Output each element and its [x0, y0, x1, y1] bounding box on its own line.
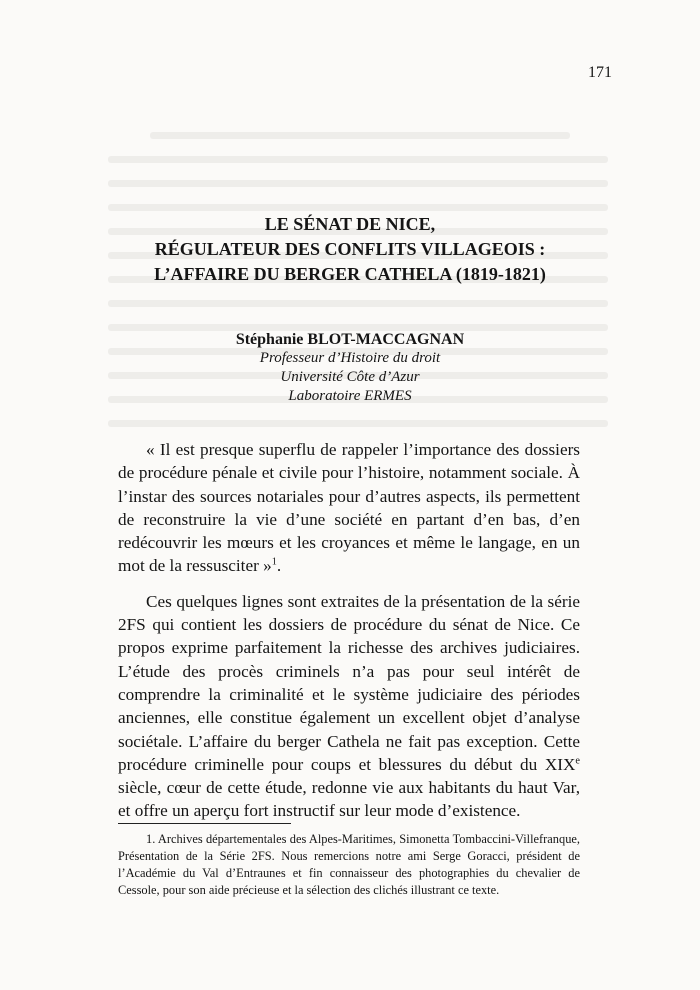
title-line: RÉGULATEUR DES CONFLITS VILLAGEOIS : — [154, 239, 546, 259]
quote-text: « Il est presque superflu de rappeler l’importance des dossiers de procédure pénale et civile pour l’histoire, notamment sociale. À l’instar des sources notariales pour d’autres aspects, ils permettent de reconstruire la vie d’une société en partant d’en bas, d’en redécouvrir les mœurs et les croyances et même le langage, en un mot de la ressusciter » — [118, 440, 580, 576]
body-paragraph — [118, 590, 580, 823]
article-body — [118, 438, 580, 823]
paragraph-text: Ces quelques lignes sont extraites de la présentation de la série 2FS qui contient les dossiers de procédure du sénat de Nice. Ce propos exprime parfaitement la richesse des archives judiciaires. L’étude des procès criminels n’a pas pour seul intérêt de comprendre la criminalité et le système judiciaire des périodes anciennes, elle constitue également un excellent objet d’analyse sociétale. L’affaire du berger Cathela ne fait pas exception. Cette procédure criminelle pour coups et blessures du début du XIX — [118, 591, 580, 774]
footnote — [118, 831, 580, 899]
footnote-text: 1. Archives départementales des Alpes-Maritimes, Simonetta Tombaccini-Villefranque, Présentation de la Série 2FS. Nous remercions notre ami Serge Goracci, président de l’Académie du Val d’Entraunes et fin connaisseur des photographies du chevalier de Cessole, pour son aide précieuse et la sélection des clichés illustrant ce texte. — [118, 832, 580, 897]
author-block — [60, 330, 640, 406]
quote-paragraph — [118, 438, 580, 578]
author-name: Stéphanie BLOT-MACCAGNAN — [235, 331, 465, 348]
century-superscript: e — [575, 755, 580, 767]
author-affiliation: Professeur d’Histoire du droit — [259, 350, 441, 366]
article-title — [60, 212, 640, 287]
title-line: L’AFFAIRE DU BERGER CATHELA (1819-1821) — [154, 264, 546, 284]
paragraph-text-continued: siècle, cœur de cette étude, redonne vie aux habitants du haut Var, et offre un aperçu fort instructif sur leur mode d’existence. — [118, 778, 580, 821]
footnote-divider — [118, 823, 291, 824]
title-line: LE SÉNAT DE NICE, — [264, 214, 436, 234]
author-affiliation: Laboratoire ERMES — [288, 388, 412, 404]
page-number: 171 — [588, 64, 612, 81]
author-affiliation: Université Côte d’Azur — [280, 369, 420, 385]
footnote-reference: 1 — [271, 556, 277, 568]
quote-end: . — [276, 556, 282, 576]
